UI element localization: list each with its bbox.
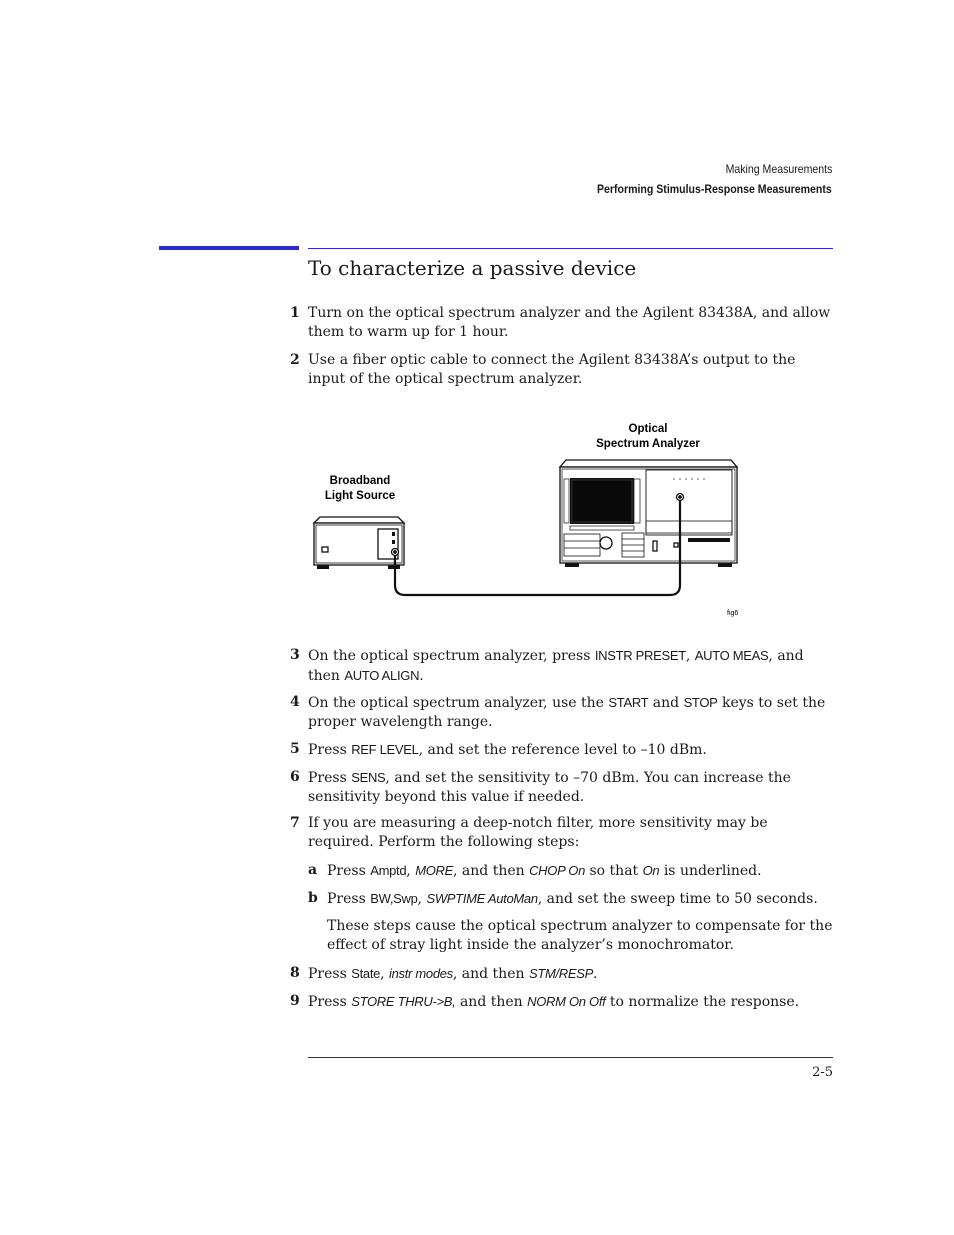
page-title: To characterize a passive device <box>308 256 637 280</box>
step-number: 3 <box>290 647 300 663</box>
section-rule-line <box>308 248 833 249</box>
figure-id: fig6 <box>727 610 739 617</box>
softkey-store-thru: STORE THRU->B, <box>351 994 456 1009</box>
substep-a: a Press Amptd, MORE, and then CHOP On so that On is underlined. <box>308 862 762 879</box>
step-number: 4 <box>290 694 300 710</box>
running-header-chapter: Making Measurements <box>725 162 832 176</box>
step-text: If you are measuring a deep-notch filter, more sensitivity may be required. Perform the following steps: <box>308 815 768 850</box>
key-start: START <box>608 695 649 710</box>
running-header-section: Performing Stimulus-Response Measurements <box>597 182 832 196</box>
softkey-stm-resp: STM/RESP <box>528 966 594 981</box>
step-number: 2 <box>290 352 300 368</box>
connection-diagram <box>300 415 760 625</box>
substep-b: b Press BW,Swp, SWPTIME AutoMan, and set the sweep time to 50 seconds. <box>308 890 818 907</box>
key-auto-meas: AUTO MEAS <box>694 648 769 663</box>
softkey-chop-on: CHOP On <box>529 863 586 878</box>
key-auto-align: AUTO ALIGN <box>344 668 420 683</box>
optical-spectrum-analyzer <box>560 460 737 567</box>
note-paragraph: These steps cause the optical spectrum analyzer to compensate for the effect of stray light inside the analyzer’s monochromator. <box>327 918 833 953</box>
softkey-swptime: SWPTIME AutoMan <box>426 891 538 906</box>
key-ref-level: REF LEVEL <box>351 742 419 757</box>
softkey-more: MORE <box>415 863 454 878</box>
step-text: Use a fiber optic cable to connect the Agilent 83438A’s output to the input of the optical spectrum analyzer. <box>308 352 796 387</box>
step-number: 6 <box>290 769 300 785</box>
step-4: 4 On the optical spectrum analyzer, use the START and STOP keys to set the proper wavelength range. <box>290 694 826 730</box>
softkey-instr-modes: instr modes <box>388 966 453 981</box>
key-amptd: Amptd <box>370 863 407 878</box>
source-label-line1: Broadband <box>329 475 391 487</box>
substep-letter: b <box>308 890 318 906</box>
key-stop: STOP <box>683 695 718 710</box>
step-9: 9 Press STORE THRU->B, and then NORM On Off to normalize the response. <box>290 993 800 1010</box>
key-bw-swp: BW,Swp <box>370 891 418 906</box>
substep-letter: a <box>308 862 318 878</box>
step-number: 5 <box>290 741 300 757</box>
step-6: 6 Press SENS, and set the sensitivity to –70 dBm. You can increase the sensitivity beyond this value if needed. <box>290 769 791 805</box>
source-label-line2: Light Source <box>324 490 396 502</box>
footer-rule <box>308 1057 833 1058</box>
step-7 <box>290 814 834 852</box>
step-text: Turn on the optical spectrum analyzer and the Agilent 83438A, and allow them to warm up for 1 hour. <box>308 305 831 340</box>
key-instr-preset: INSTR PRESET <box>594 648 686 663</box>
step-number: 7 <box>290 815 300 831</box>
broadband-light-source <box>314 517 404 569</box>
step-3: 3 On the optical spectrum analyzer, press INSTR PRESET, AUTO MEAS, and then AUTO ALIGN. <box>290 647 804 684</box>
key-sens: SENS <box>351 770 386 785</box>
step-number: 9 <box>290 993 300 1009</box>
softkey-on: On <box>642 863 660 878</box>
step-number: 8 <box>290 965 300 981</box>
step-2 <box>290 351 834 389</box>
step-8: 8 Press State, instr modes, and then STM/RESP. <box>290 965 598 982</box>
page-number: 2-5 <box>812 1065 833 1080</box>
analyzer-label-line2: Spectrum Analyzer <box>596 438 700 450</box>
softkey-norm-on-off: NORM On Off <box>527 994 606 1009</box>
step-1 <box>290 304 834 342</box>
key-state: State <box>351 966 381 981</box>
analyzer-label-line1: Optical <box>628 423 668 435</box>
step-number: 1 <box>290 305 300 321</box>
section-rule-bar <box>159 246 299 250</box>
step-5: 5 Press REF LEVEL, and set the reference level to –10 dBm. <box>290 741 707 758</box>
